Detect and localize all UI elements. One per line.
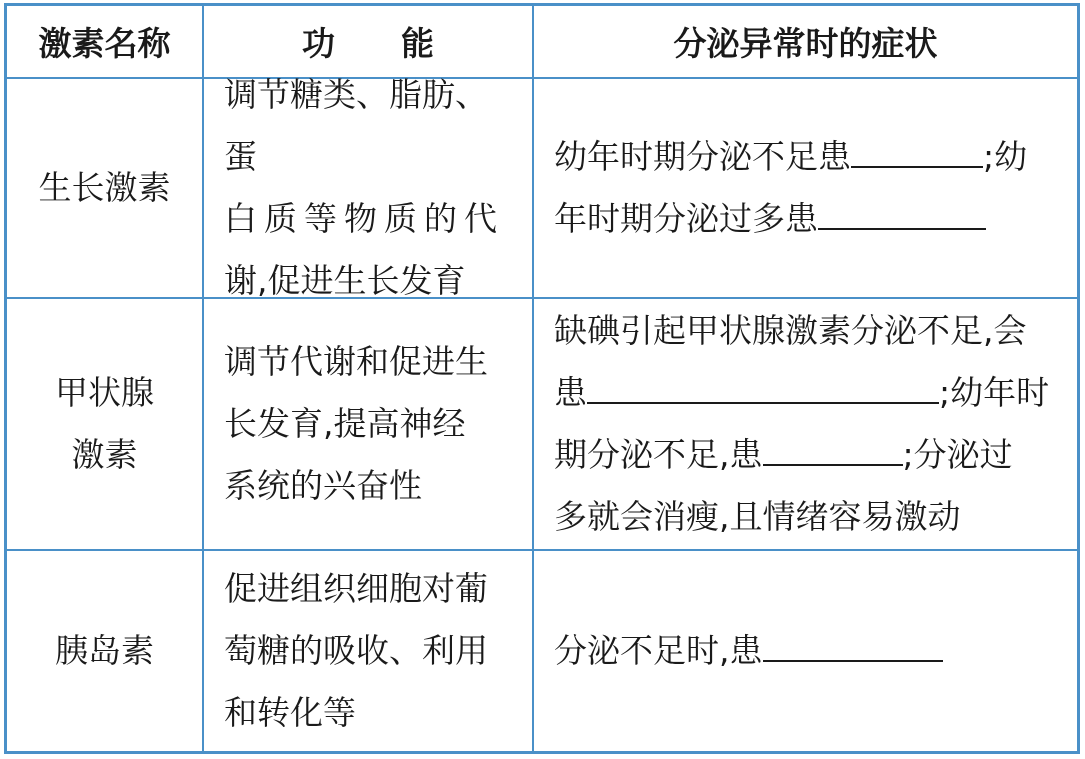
table-header-row — [7, 6, 1077, 79]
table-row — [7, 551, 1077, 751]
function-line: 调节代谢和促进生 — [224, 342, 488, 381]
function-cell — [204, 299, 534, 549]
answer-blank[interactable] — [818, 198, 986, 230]
function-line: 系统的兴奋性 — [224, 466, 422, 505]
hormone-name: 激素 — [71, 435, 138, 474]
hormone-name: 甲状腺 — [55, 373, 154, 412]
hormone-name-cell — [7, 79, 204, 297]
symptom-text: 多就会消瘦,且情绪容易激动 — [554, 497, 961, 536]
hormone-name: 生长激素 — [38, 168, 171, 207]
hormone-name: 胰岛素 — [55, 631, 154, 670]
symptom-text: ;幼 — [983, 137, 1028, 176]
symptom-text: 缺碘引起甲状腺激素分泌不足,会 — [554, 311, 1027, 350]
symptom-cell — [534, 79, 1077, 297]
function-cell — [204, 551, 534, 751]
table-row — [7, 75, 1077, 300]
function-line: 调节糖类、脂肪、蛋 — [224, 75, 488, 176]
function-line: 和转化等 — [224, 693, 356, 732]
symptom-text: ;幼年时 — [939, 373, 1050, 412]
symptom-text: 患 — [554, 373, 587, 412]
answer-blank[interactable] — [851, 136, 983, 168]
symptom-text: 年时期分泌过多患 — [554, 199, 818, 238]
header-hormone-name: 激素名称 — [7, 6, 204, 77]
answer-blank[interactable] — [587, 372, 939, 404]
symptom-text: 分泌不足时,患 — [554, 631, 763, 670]
hormone-table — [4, 3, 1080, 754]
answer-blank[interactable] — [763, 630, 943, 662]
function-line: 白质等物质的代 — [224, 199, 504, 238]
function-line: 促进组织细胞对葡 — [224, 569, 488, 608]
symptom-text: 幼年时期分泌不足患 — [554, 137, 851, 176]
function-line: 长发育,提高神经 — [224, 404, 466, 443]
hormone-name-cell — [7, 551, 204, 751]
header-function-label: 功 能 — [302, 24, 434, 63]
answer-blank[interactable] — [763, 434, 903, 466]
function-line: 萄糖的吸收、利用 — [224, 631, 488, 670]
header-symptoms: 分泌异常时的症状 — [673, 24, 938, 63]
symptom-text: 期分泌不足,患 — [554, 435, 763, 474]
table-row — [7, 299, 1077, 551]
symptom-text: ;分泌过 — [902, 435, 1013, 474]
function-line: 谢,促进生长发育 — [224, 261, 466, 300]
function-cell — [204, 75, 534, 300]
symptom-cell — [534, 299, 1077, 549]
hormone-name-cell — [7, 299, 204, 549]
symptom-cell — [534, 551, 1077, 751]
